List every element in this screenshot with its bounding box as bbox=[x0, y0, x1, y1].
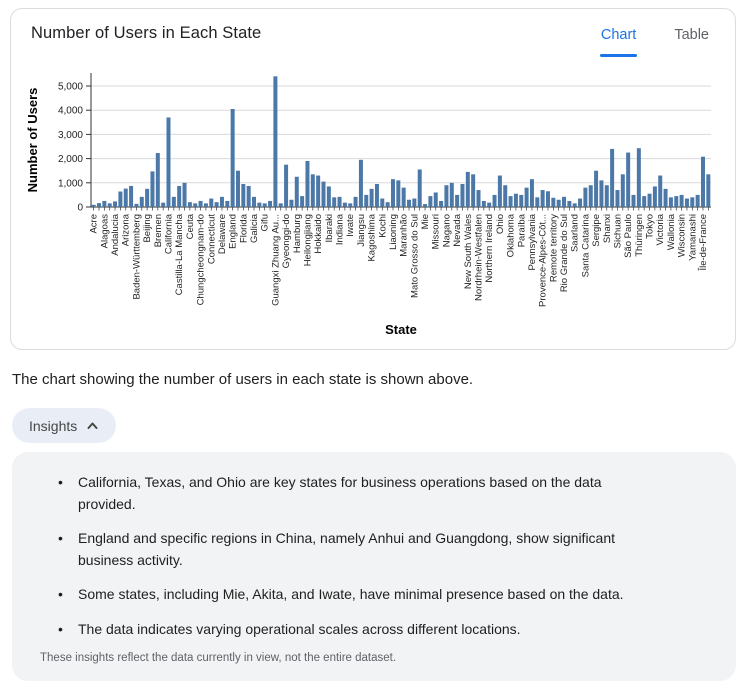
svg-text:Mato Grosso do Sul: Mato Grosso do Sul bbox=[409, 214, 421, 298]
chart-card bbox=[10, 8, 736, 350]
svg-text:Galicia: Galicia bbox=[249, 214, 261, 244]
svg-text:3,000: 3,000 bbox=[57, 129, 83, 141]
insights-footnote: These insights reflect the data currently in view, not the entire dataset. bbox=[40, 652, 397, 664]
svg-text:Île-de-France: Île-de-France bbox=[697, 214, 709, 271]
svg-text:Victoria: Victoria bbox=[655, 214, 667, 246]
insights-toggle-button[interactable] bbox=[12, 408, 116, 443]
svg-text:Ibaraki: Ibaraki bbox=[323, 214, 335, 243]
insight-item: • California, Texas, and Ohio are key states for business operations based on the data provided. bbox=[52, 472, 624, 515]
chart-caption: The chart showing the number of users in each state is shown above. bbox=[12, 371, 474, 388]
svg-text:Nevada: Nevada bbox=[452, 214, 464, 247]
svg-text:Wallonia: Wallonia bbox=[665, 214, 677, 251]
svg-text:Rio Grande do Sul: Rio Grande do Sul bbox=[559, 214, 571, 293]
svg-text:State: State bbox=[385, 322, 417, 337]
svg-text:Thüringen: Thüringen bbox=[633, 214, 645, 257]
tab-chart[interactable]: Chart bbox=[600, 27, 637, 43]
svg-text:Gifu: Gifu bbox=[259, 214, 271, 232]
svg-text:4,000: 4,000 bbox=[57, 105, 83, 117]
svg-text:Remote territory: Remote territory bbox=[548, 214, 560, 283]
svg-text:Hokkaido: Hokkaido bbox=[313, 214, 325, 254]
svg-text:Kagoshima: Kagoshima bbox=[366, 214, 378, 262]
svg-text:Hamburg: Hamburg bbox=[291, 214, 303, 254]
insight-item: • England and specific regions in China, namely Anhui and Guangdong, show significant business activity. bbox=[52, 528, 624, 571]
svg-text:5,000: 5,000 bbox=[57, 81, 83, 93]
svg-text:Andalucia: Andalucia bbox=[110, 214, 122, 256]
svg-text:Yamanashi: Yamanashi bbox=[687, 214, 699, 261]
svg-text:Ceuta: Ceuta bbox=[184, 214, 196, 240]
svg-text:Arizona: Arizona bbox=[120, 214, 132, 247]
svg-text:Bremen: Bremen bbox=[152, 214, 164, 248]
svg-text:2,000: 2,000 bbox=[57, 154, 83, 166]
svg-text:Castilla-La Mancha: Castilla-La Mancha bbox=[174, 214, 186, 296]
svg-text:Alagoas: Alagoas bbox=[99, 214, 111, 249]
chart-canvas bbox=[11, 61, 737, 349]
svg-text:Sichuan: Sichuan bbox=[612, 214, 624, 249]
svg-text:Saarland: Saarland bbox=[569, 214, 581, 253]
chevron-up-icon bbox=[86, 420, 99, 432]
svg-text:São Paulo: São Paulo bbox=[623, 214, 635, 258]
svg-text:Wisconsin: Wisconsin bbox=[676, 214, 688, 258]
svg-text:England: England bbox=[227, 214, 239, 249]
svg-text:Pennsylvania: Pennsylvania bbox=[526, 214, 538, 271]
svg-text:Guangxi Zhuang Au...: Guangxi Zhuang Au... bbox=[270, 214, 282, 306]
svg-text:Santa Catarina: Santa Catarina bbox=[580, 214, 592, 278]
insights-panel bbox=[12, 452, 736, 681]
svg-text:1,000: 1,000 bbox=[57, 178, 83, 190]
svg-text:Provence-Alpes-Côt...: Provence-Alpes-Côt... bbox=[537, 214, 549, 307]
svg-text:Florida: Florida bbox=[238, 213, 250, 244]
svg-text:Indiana: Indiana bbox=[334, 214, 346, 246]
insight-item: • Some states, including Mie, Akita, and Iwate, have minimal presence based on the data. bbox=[52, 584, 624, 606]
svg-text:Paraíba: Paraíba bbox=[516, 214, 528, 248]
view-tabs bbox=[601, 27, 709, 43]
svg-text:Connecticut: Connecticut bbox=[206, 214, 218, 265]
tab-table[interactable]: Table bbox=[674, 27, 709, 43]
svg-text:Baden-Württemberg: Baden-Württemberg bbox=[131, 214, 143, 300]
svg-text:Chungcheongnam-do: Chungcheongnam-do bbox=[195, 214, 207, 306]
chart-card-title: Number of Users in Each State bbox=[31, 24, 262, 42]
svg-text:Iwate: Iwate bbox=[345, 214, 357, 237]
svg-text:Tokyo: Tokyo bbox=[644, 214, 656, 239]
svg-text:Beijing: Beijing bbox=[142, 214, 154, 243]
svg-text:Missouri: Missouri bbox=[430, 214, 442, 250]
svg-text:Liaoning: Liaoning bbox=[387, 214, 399, 250]
svg-text:California: California bbox=[163, 214, 175, 255]
svg-text:Maranhão: Maranhão bbox=[398, 214, 410, 257]
svg-text:Mie: Mie bbox=[420, 214, 432, 230]
svg-text:Acre: Acre bbox=[88, 214, 100, 234]
svg-text:Ohio: Ohio bbox=[494, 214, 506, 235]
svg-text:0: 0 bbox=[77, 202, 83, 214]
svg-text:Gyeonggi-do: Gyeonggi-do bbox=[281, 214, 293, 269]
svg-text:Kochi: Kochi bbox=[377, 214, 389, 238]
svg-text:Nagano: Nagano bbox=[441, 214, 453, 248]
insights-list bbox=[12, 452, 736, 640]
svg-text:New South Wales: New South Wales bbox=[462, 213, 474, 290]
svg-text:Northern Ireland: Northern Ireland bbox=[484, 214, 496, 283]
svg-text:Delaware: Delaware bbox=[216, 214, 228, 255]
svg-text:Jiangsu: Jiangsu bbox=[355, 214, 367, 247]
svg-text:Sergipe: Sergipe bbox=[591, 214, 603, 247]
svg-text:Nordrhein-Westfalen: Nordrhein-Westfalen bbox=[473, 214, 485, 301]
svg-text:Oklahoma: Oklahoma bbox=[505, 214, 517, 258]
svg-text:Heilongjiang: Heilongjiang bbox=[302, 214, 314, 267]
chart-area bbox=[11, 61, 737, 349]
svg-text:Number of Users: Number of Users bbox=[25, 87, 40, 193]
insight-item: • The data indicates varying operational scales across different locations. bbox=[52, 619, 624, 641]
svg-text:Shanxi: Shanxi bbox=[601, 214, 613, 244]
insights-button-label: Insights bbox=[29, 417, 78, 434]
